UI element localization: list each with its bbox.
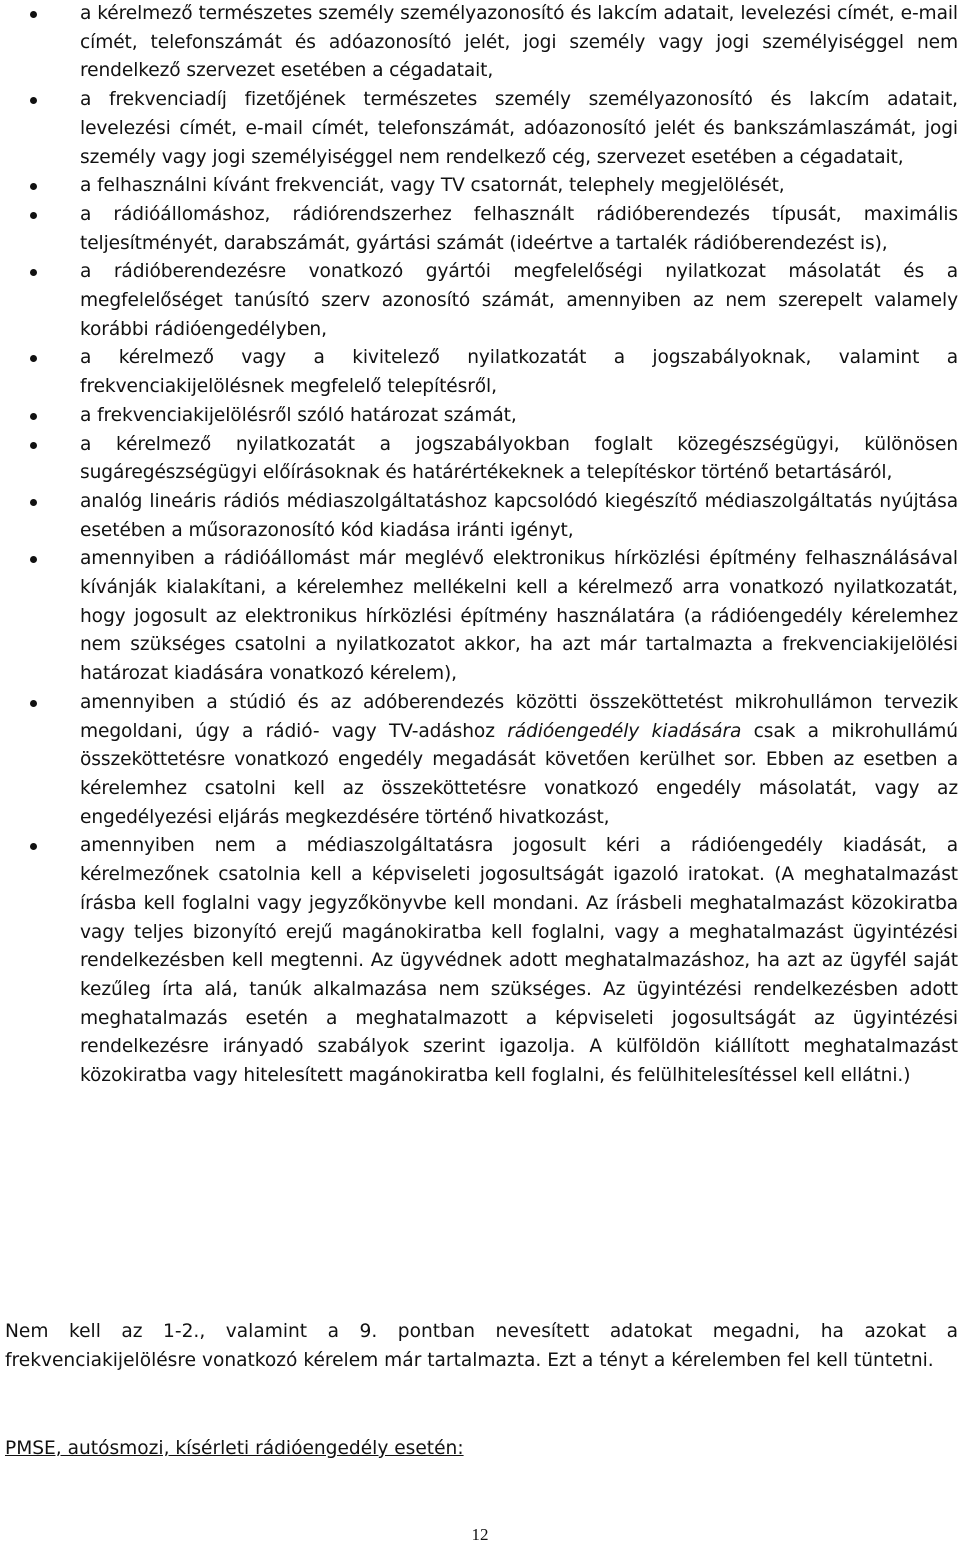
list-item: [0, 0, 960, 86]
list-item: [0, 402, 960, 431]
bullet-icon: [30, 843, 37, 850]
bullet-icon: [30, 183, 37, 190]
list-item: [0, 201, 960, 258]
page-number: 12: [471, 1525, 489, 1544]
bullet-icon: [30, 499, 37, 506]
list-item-emphasis: rádióengedély kiadására: [507, 720, 742, 742]
bullet-icon: [30, 269, 37, 276]
bullet-icon: [30, 556, 37, 563]
list-item-text: csak a mikrohullámú összeköttetésre vonatkozó engedély megadását követően kerülhet sor. Ebben az esetben a kérelemhez csatolni kell az összeköttetésre vonatkozó engedély másolatát, vagy az engedélyezési eljárás megkezdésére történő hivatkozást,: [80, 720, 958, 828]
list-item: [0, 488, 960, 545]
bullet-icon: [30, 11, 37, 18]
bullet-icon: [30, 413, 37, 420]
list-item: [0, 86, 960, 172]
list-item-text: analóg lineáris rádiós médiaszolgáltatáshoz kapcsolódó kiegészítő médiaszolgáltatás nyújtása esetében a műsorazonosító kód kiadása iránti igényt,: [80, 490, 958, 541]
list-item-text: amennyiben nem a médiaszolgáltatásra jogosult kéri a rádióengedély kiadását, a kérelmezőnek csatolnia kell a képviseleti jogosultságát igazoló iratokat. (A meghatalmazást írásba kell foglalni vagy jegyzőkönyvbe kell mondani. Az írásbeli meghatalmazást közokiratba vagy teljes bizonyító erejű magánokiratba kell foglalni, vagy a meghatalmazást ügyintézési rendelkezésben kell megtenni. Az ügyvédnek adott meghatalmazáshoz, ha azt az ügyfél saját kezűleg írta alá, tanúk alkalmazása nem szükséges. Az ügyintézési rendelkezésben adott meghatalmazás esetén a meghatalmazott a képviseleti jogosultságát az ügyintézési rendelkezésre irányadó szabályok szerint igazolja. A külföldön kiállított meghatalmazást közokiratba vagy hitelesített magánokiratba kell foglalni, és felülhitelesítéssel kell ellátni.): [80, 835, 958, 1087]
note-paragraph: Nem kell az 1-2., valamint a 9. pontban nevesített adatokat megadni, ha azokat a frekvenciakijelölésre vonatkozó kérelem már tartalmazta. Ezt a tényt a kérelemben fel kell tüntetni.: [5, 1321, 958, 1371]
list-item-text: a kérelmező vagy a kivitelező nyilatkozatát a jogszabályoknak, valamint a frekvenciakijelölésnek megfelelő telepítésről,: [80, 347, 958, 398]
list-item: [0, 545, 960, 689]
list-item: [0, 258, 960, 344]
bullet-icon: [30, 97, 37, 104]
list-item-text: a rádióállomáshoz, rádiórendszerhez felhasznált rádióberendezés típusát, maximális teljesítményét, darabszámát, gyártási számát (ideértve a tartalék rádióberendezést is),: [80, 203, 958, 254]
list-item-text: a felhasználni kívánt frekvenciát, vagy TV csatornát, telephely megjelölését,: [80, 175, 785, 197]
bullet-icon: [30, 355, 37, 362]
list-item-text: a kérelmező nyilatkozatát a jogszabályokban foglalt közegészségügyi, különösen sugáregészségügyi előírásoknak és határértékeknek a telepítéskor történő betartásáról,: [80, 433, 958, 484]
list-item-text: a frekvenciakijelölésről szóló határozat számát,: [80, 404, 517, 426]
list-item-text: a rádióberendezésre vonatkozó gyártói megfelelőségi nyilatkozat másolatát és a megfelelőséget tanúsító szerv azonosító számát, amennyiben az nem szerepelt valamely korábbi rádióengedélyben,: [80, 261, 958, 340]
list-item: [0, 832, 960, 1090]
list-item: [0, 172, 960, 201]
list-item: [0, 689, 960, 833]
list-item-text: amennyiben a rádióállomást már meglévő elektronikus hírközlési építmény felhasználásával kívánják kialakítani, a kérelemhez mellékelni kell a kérelmező arra vonatkozó nyilatkozatát, hogy jogosult az elektronikus hírközlési építmény használatára (a rádióengedély kérelemhez nem szükséges csatolni a nyilatkozatot akkor, ha azt már tartalmazta a frekvenciakijelölési határozat kiadására vonatkozó kérelem),: [80, 548, 958, 685]
bullet-icon: [30, 212, 37, 219]
list-item: [0, 344, 960, 401]
list-item-text: amennyiben a stúdió és az adóberendezés közötti összeköttetést mikrohullámon tervezik megoldani, úgy a rádió- vagy TV-adáshoz: [80, 691, 958, 742]
bullet-icon: [30, 442, 37, 449]
list-item-text: a kérelmező természetes személy személyazonosító és lakcím adatait, levelezési címét, e-mail címét, telefonszámát és adóazonosító jelét, jogi személy vagy jogi személyiséggel nem rendelkező szervezet esetében a cégadatait,: [80, 3, 958, 82]
bullet-icon: [30, 700, 37, 707]
list-item: [0, 431, 960, 488]
list-item-text: a frekvenciadíj fizetőjének természetes személy személyazonosító és lakcím adatait, levelezési címét, e-mail címét, telefonszámát, adóazonosító jelét és bankszámlaszámát, jogi személy vagy jogi személyiséggel nem rendelkező cég, szervezet esetében a cégadatait,: [80, 89, 958, 168]
section-heading: PMSE, autósmozi, kísérleti rádióengedély esetén:: [5, 1438, 464, 1459]
